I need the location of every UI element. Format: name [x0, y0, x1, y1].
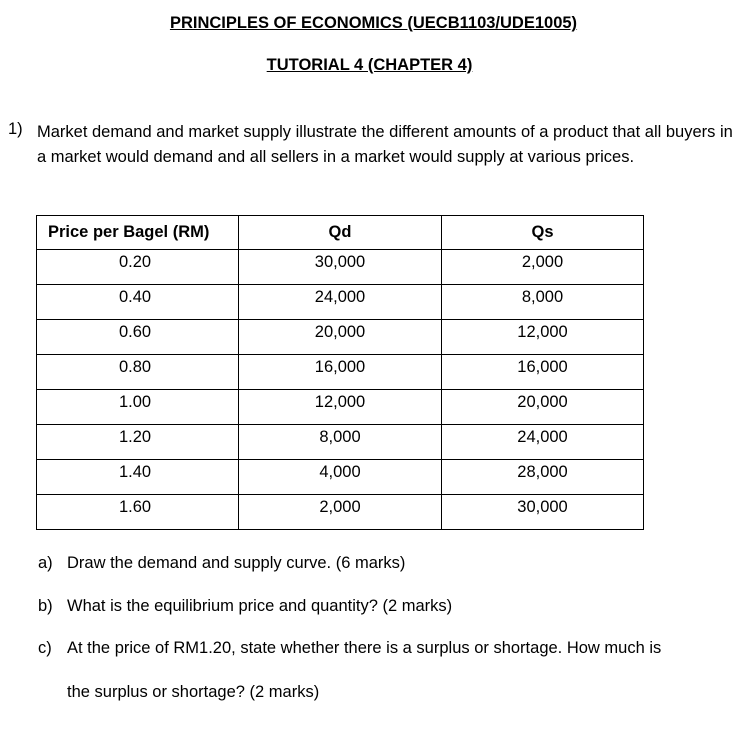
qs-cell: 24,000 [442, 425, 644, 460]
qd-cell: 4,000 [239, 460, 442, 495]
qs-cell: 28,000 [442, 460, 644, 495]
table-row [37, 355, 644, 390]
price-cell: 1.20 [37, 425, 239, 460]
qd-cell: 30,000 [239, 250, 442, 285]
price-cell: 1.00 [37, 390, 239, 425]
price-quantity-table [36, 215, 644, 530]
qs-cell: 20,000 [442, 390, 644, 425]
header-price: Price per Bagel (RM) [37, 216, 239, 250]
question-number: 1) [8, 120, 23, 138]
price-cell: 0.80 [37, 355, 239, 390]
header-qs: Qs [442, 216, 644, 250]
subquestion-label: c) [38, 639, 52, 657]
price-cell: 1.40 [37, 460, 239, 495]
table-row [37, 390, 644, 425]
qs-cell: 8,000 [442, 285, 644, 320]
qd-cell: 12,000 [239, 390, 442, 425]
table-row [37, 460, 644, 495]
price-cell: 0.40 [37, 285, 239, 320]
qd-cell: 20,000 [239, 320, 442, 355]
price-cell: 0.60 [37, 320, 239, 355]
tutorial-title: TUTORIAL 4 (CHAPTER 4) [266, 56, 473, 74]
qd-cell: 24,000 [239, 285, 442, 320]
header-qd: Qd [239, 216, 442, 250]
table-row [37, 320, 644, 355]
table-row [37, 285, 644, 320]
subquestion-c-continuation: the surplus or shortage? (2 marks) [67, 683, 320, 701]
qd-cell: 16,000 [239, 355, 442, 390]
qs-cell: 12,000 [442, 320, 644, 355]
table-row [37, 425, 644, 460]
table-header-row [37, 216, 644, 250]
qd-cell: 8,000 [239, 425, 442, 460]
question-text: Market demand and market supply illustrate the different amounts of a product that all buyers in a market would demand and all sellers in a market would supply at various prices. [37, 123, 733, 166]
price-cell: 1.60 [37, 495, 239, 530]
subquestion-text: Draw the demand and supply curve. (6 marks) [67, 554, 406, 572]
subquestion-label: a) [38, 554, 53, 572]
qd-cell: 2,000 [239, 495, 442, 530]
subquestion-text: At the price of RM1.20, state whether there is a surplus or shortage. How much is [67, 639, 662, 657]
subquestion-text: What is the equilibrium price and quantity? (2 marks) [67, 597, 453, 615]
table-row [37, 495, 644, 530]
table-row [37, 250, 644, 285]
price-cell: 0.20 [37, 250, 239, 285]
qs-cell: 16,000 [442, 355, 644, 390]
subquestion-label: b) [38, 597, 53, 615]
qs-cell: 30,000 [442, 495, 644, 530]
course-title: PRINCIPLES OF ECONOMICS (UECB1103/UDE1005) [169, 14, 578, 32]
qs-cell: 2,000 [442, 250, 644, 285]
